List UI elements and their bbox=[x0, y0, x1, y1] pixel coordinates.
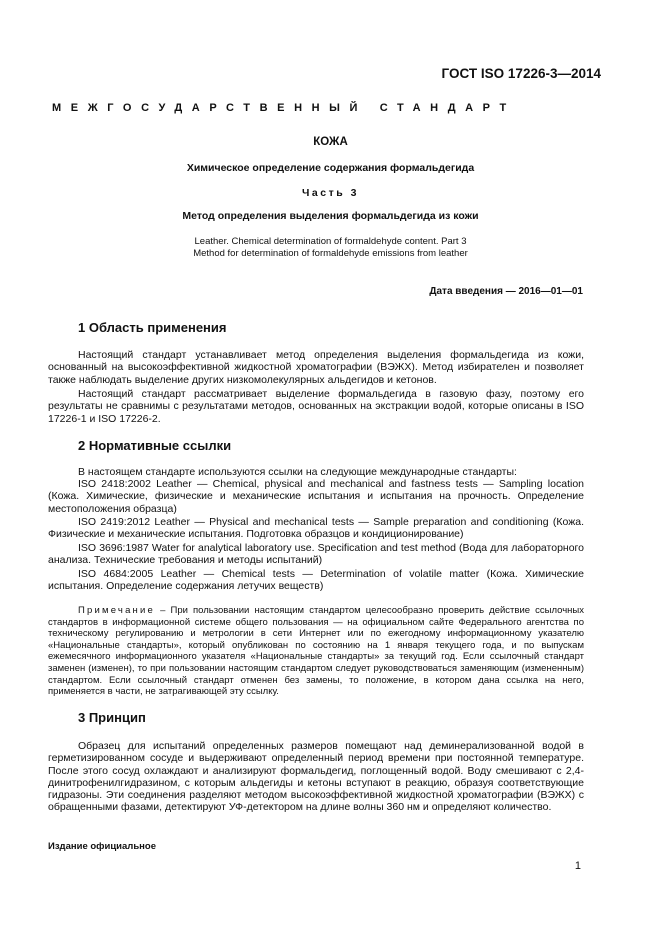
reference-iso-4684 bbox=[48, 568, 584, 593]
document-id: ГОСТ ISO 17226-3—2014 bbox=[441, 66, 601, 81]
section-1-heading: 1 Область применения bbox=[78, 320, 227, 335]
section-2-note bbox=[48, 605, 584, 698]
interstate-standard-label: МЕЖГОСУДАРСТВЕННЫЙ СТАНДАРТ bbox=[52, 102, 516, 114]
standard-title: КОЖА bbox=[313, 136, 348, 148]
reference-iso-3696 bbox=[48, 542, 584, 567]
english-title-line-1: Leather. Chemical determination of formaldehyde content. Part 3 bbox=[194, 236, 467, 247]
english-title-line-2: Method for determination of formaldehyde emissions from leather bbox=[193, 248, 468, 259]
english-title bbox=[0, 236, 661, 260]
reference-iso-3696-text: ISO 3696:1987 Water for analytical laboratory use. Specification and test method (Вода для лабораторного анализа. Технические требования и методы испытаний) bbox=[48, 542, 584, 567]
reference-iso-2418-text: ISO 2418:2002 Leather — Chemical, physical and mechanical and fastness tests — Sampling location (Кожа. Химические, физические и механические испытания и испытания на прочность. Определение местоположения образца) bbox=[48, 478, 584, 515]
section-1-paragraph-1 bbox=[48, 349, 584, 386]
note-label: Примечание bbox=[78, 605, 155, 616]
official-publication-label: Издание официальное bbox=[48, 841, 156, 852]
note-text: – При пользовании настоящим стандартом целесообразно проверить действие ссылочных стандартов в информационной системе общего пользования — на официальном сайте Федерального агентства по техническому регулированию и метрологии в сети Интернет или по ежегодному информационному указателю «Национальные стандарты», который опубликован по состоянию на 1 января текущего года, и по выпускам ежемесячного информационного указателя «Национальные стандарты» за текущий год. Если ссылочный стандарт заменен (изменен), то при пользовании настоящим стандартом следует руководствоваться заменяющим (измененным) стандартом. Если ссылочный стандарт отменен без замены, то положение, в котором дана ссылка на него, применяется в части, не затрагивающей эту ссылку. bbox=[48, 605, 584, 698]
section-3-paragraph-1 bbox=[48, 740, 584, 814]
part-title: Метод определения выделения формальдегида из кожи bbox=[182, 210, 479, 222]
reference-iso-2419-text: ISO 2419:2012 Leather — Physical and mechanical tests — Sample preparation and conditioning (Кожа. Физические и механические испытания. Подготовка образцов и кондиционирование) bbox=[48, 516, 584, 541]
section-1-paragraph-2 bbox=[48, 388, 584, 425]
section-2-intro bbox=[48, 466, 584, 478]
reference-iso-2418 bbox=[48, 478, 584, 515]
page-number: 1 bbox=[574, 860, 581, 872]
standard-subtitle: Химическое определение содержания формальдегида bbox=[186, 162, 475, 174]
introduction-date: Дата введения — 2016—01—01 bbox=[429, 286, 583, 297]
section-3-paragraph-1-text: Образец для испытаний определенных размеров помещают над деминерализованной водой в герметизированном сосуде и выдерживают определенный период времени при постоянной температуре. После этого сосуд охлаждают и анализируют формальдегид, поглощенный водой. Воду смешивают с 2,4-динитрофенилгидразином, с которым альдегиды и кетоны вступают в реакцию, образуя соответствующие гидразоны. Эти соединения разделяют методом высокоэффективной жидкостной хроматографии (ВЭЖХ) с обращенными фазами, детектируют УФ-детектором на длине волны 360 нм и определяют количество. bbox=[48, 740, 584, 814]
section-2-intro-text: В настоящем стандарте используются ссылки на следующие международные стандарты: bbox=[78, 466, 517, 478]
reference-iso-2419 bbox=[48, 516, 584, 541]
reference-iso-4684-text: ISO 4684:2005 Leather — Chemical tests — Determination of volatile matter (Кожа. Химические испытания. Определение содержания летучих веществ) bbox=[48, 568, 584, 593]
section-2-heading: 2 Нормативные ссылки bbox=[78, 438, 232, 453]
section-1-paragraph-1-text: Настоящий стандарт устанавливает метод определения выделения формальдегида из кожи, основанный на высокоэффективной жидкостной хроматографии (ВЭЖХ). Метод избирателен и позволяет также наблюдать выделение других низкомолекулярных альдегидов и кетонов. bbox=[48, 349, 584, 386]
part-label: Часть 3 bbox=[302, 187, 359, 199]
section-1-paragraph-2-text: Настоящий стандарт рассматривает выделение формальдегида в газовую фазу, поэтому его результаты не сравнимы с результатами методов, основанных на экстракции водой, которые описаны в ISO 17226-1 и ISO 17226-2. bbox=[48, 388, 584, 425]
section-3-heading: 3 Принцип bbox=[78, 710, 146, 725]
